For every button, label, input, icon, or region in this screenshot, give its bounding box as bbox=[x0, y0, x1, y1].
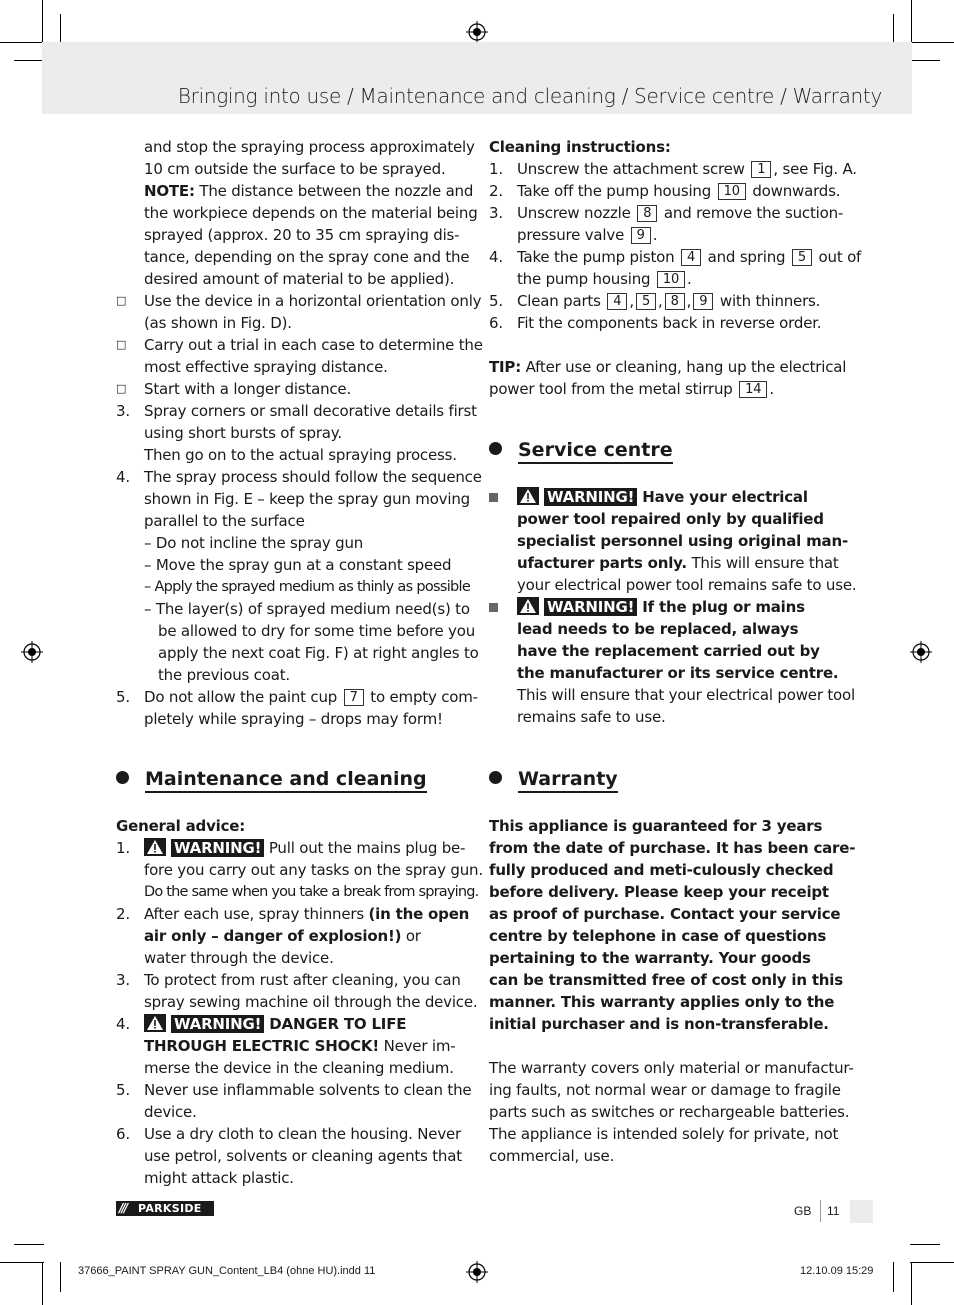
part-number-box: 4 bbox=[607, 293, 627, 310]
left-column bbox=[116, 136, 483, 730]
list-item: 6. Use a dry cloth to clean the housing. Never use petrol, solvents or cleaning agents that might attack plastic. bbox=[116, 1125, 462, 1187]
part-number-box: 10 bbox=[657, 271, 685, 288]
checkbox-item: □ Use the device in a horizontal orientation only (as shown in Fig. D). bbox=[116, 292, 482, 332]
checkbox-square-icon: □ bbox=[116, 294, 127, 307]
part-number-box: 10 bbox=[718, 183, 746, 200]
square-bullet-icon bbox=[489, 603, 498, 612]
list-item: 5. Clean parts 4 , 5 , 8 , 9 with thinners. bbox=[489, 292, 821, 310]
dash-item: – Apply the sprayed medium as thinly as possible bbox=[144, 579, 471, 595]
warning-triangle-icon bbox=[517, 597, 539, 615]
list-item: 5. Never use inflammable solvents to clean the device. bbox=[116, 1081, 472, 1121]
part-number-box: 14 bbox=[739, 381, 767, 398]
crop-mark bbox=[42, 0, 43, 44]
crop-mark bbox=[893, 1262, 894, 1292]
list-item: 2. Take off the pump housing 10 downwards. bbox=[489, 182, 841, 200]
part-number-box: 8 bbox=[637, 205, 657, 222]
warranty-block: This appliance is guaranteed for 3 years from the date of purchase. It has been care- fully produced and meti-culously checked before delivery. Please keep your receipt as proof of purchase. Contact your service centre by telephone in case of questions pertaining to the warranty. Your goods can be transmitted free of cost only in this manner. This warranty applies only to the initial purchaser and is non-transferable. The warranty covers only material or manufactur- ing faults, not normal wear or damage to fragile parts such as switches or rechargeable batteries. The appliance is intended solely for private, not commercial, use. bbox=[489, 817, 856, 1165]
crop-mark bbox=[0, 42, 44, 43]
square-bullet-icon bbox=[489, 493, 498, 502]
crop-mark bbox=[0, 1262, 44, 1263]
service-block bbox=[489, 486, 857, 728]
crop-mark bbox=[910, 60, 940, 61]
part-number-box: 5 bbox=[636, 293, 656, 310]
page-title: Bringing into use / Maintenance and cleaning / Service centre / Warranty bbox=[177, 84, 882, 108]
crop-mark bbox=[60, 14, 61, 44]
section-heading-maintenance: Maintenance and cleaning bbox=[116, 768, 427, 790]
list-item: WARNING! If the plug or mains lead needs to be replaced, always have the replacement carried out by the manufacturer or its service centre. This will ensure that your electrical power tool remains safe to use. bbox=[489, 596, 849, 728]
tip-label: TIP: bbox=[489, 358, 522, 376]
warning-label: WARNING! bbox=[544, 488, 637, 506]
crop-mark bbox=[911, 0, 912, 44]
crop-mark bbox=[911, 1262, 912, 1305]
note-line: NOTE: The distance between the nozzle and bbox=[144, 182, 474, 200]
logo-stripes-icon: /// bbox=[119, 1201, 127, 1215]
list-item: 1. Unscrew the attachment screw 1 , see Fig. A. bbox=[489, 160, 857, 178]
cleaning-instructions-label: Cleaning instructions: bbox=[489, 138, 671, 156]
page-number: 11 bbox=[827, 1204, 840, 1218]
section-heading-service: Service centre bbox=[489, 439, 673, 461]
crop-mark bbox=[60, 1262, 61, 1292]
registration-mark-icon bbox=[21, 641, 43, 663]
part-number-box: 1 bbox=[751, 161, 771, 178]
list-item: 4. Take the pump piston 4 and spring 5 out of the pump housing 10 . bbox=[489, 248, 862, 288]
checkbox-square-icon: □ bbox=[116, 338, 127, 351]
text-line: sprayed (approx. 20 to 35 cm spraying dis- bbox=[144, 226, 460, 244]
crop-mark bbox=[910, 1244, 940, 1245]
text-line: the workpiece depends on the material being bbox=[144, 204, 478, 222]
section-heading-warranty: Warranty bbox=[489, 768, 618, 790]
part-number-box: 4 bbox=[681, 249, 701, 266]
list-item: 5. Do not allow the paint cup 7 to empty com- pletely while spraying – drops may form! bbox=[116, 688, 478, 728]
list-item: 4. The spray process should follow the sequence shown in Fig. E – keep the spray gun moving parallel to the surface – Do not incline the spray gun – Move the spray gun at a constant speed – Apply the sprayed medium as thinly as possible – The layer(s) of sprayed medium need(s) to be allowed to dry for some time before you apply the next coat Fig. F) at right angles to the previous coat. bbox=[116, 468, 482, 684]
maintenance-block bbox=[116, 815, 483, 1189]
general-advice-label: General advice: bbox=[116, 817, 246, 835]
tip-line: TIP: After use or cleaning, hang up the electrical bbox=[489, 358, 847, 376]
crop-mark bbox=[910, 1262, 954, 1263]
bullet-dot-icon bbox=[489, 771, 502, 784]
warning-triangle-icon bbox=[144, 1014, 166, 1032]
list-item: 1. WARNING! Pull out the mains plug be- fore you carry out any tasks on the spray gun. Do the same when you take a break from spraying. bbox=[116, 839, 483, 900]
dash-item: – Move the spray gun at a constant speed bbox=[144, 556, 452, 574]
checkbox-square-icon: □ bbox=[116, 382, 127, 395]
text-line: tance, depending on the spray cone and the bbox=[144, 248, 470, 266]
bullet-dot-icon bbox=[489, 442, 502, 455]
text-line: 10 cm outside the surface to be sprayed. bbox=[144, 160, 446, 178]
registration-mark-icon bbox=[466, 1261, 488, 1283]
crop-mark bbox=[14, 1244, 44, 1245]
part-number-box: 8 bbox=[665, 293, 685, 310]
list-item: 6. Fit the components back in reverse order. bbox=[489, 314, 822, 332]
registration-mark-icon bbox=[910, 641, 932, 663]
registration-mark-icon bbox=[466, 21, 488, 43]
bullet-dot-icon bbox=[116, 771, 129, 784]
crop-mark bbox=[14, 60, 44, 61]
list-item: WARNING! Have your electrical power tool repaired only by qualified specialist personnel using original man- ufacturer parts only. This will ensure that your electrical power tool remains safe to use. bbox=[489, 486, 849, 596]
crop-mark bbox=[910, 42, 954, 43]
dash-item: – The layer(s) of sprayed medium need(s) to bbox=[144, 600, 470, 618]
checkbox-item: □ Start with a longer distance. bbox=[116, 380, 352, 398]
list-item: 3. Spray corners or small decorative details first using short bursts of spray. Then go on to the actual spraying process. bbox=[116, 402, 477, 464]
part-number-box: 9 bbox=[631, 227, 651, 244]
print-date: 12.10.09 15:29 bbox=[800, 1265, 874, 1277]
text-line: desired amount of material to be applied). bbox=[144, 270, 455, 288]
part-number-box: 9 bbox=[693, 293, 713, 310]
warning-triangle-icon bbox=[144, 838, 166, 856]
file-slug: 37666_PAINT SPRAY GUN_Content_LB4 (ohne HU).indd 11 bbox=[78, 1265, 376, 1277]
right-column: Cleaning instructions: 1. Unscrew the attachment screw 1 , see Fig. A. 2. Take off the pump housing 10 downwards. 3. Unscrew nozzle 8 and remove the suction- pressure valve 9 . 4. Take the pump piston 4 and spring 5 out of the pump housing 10 . 5. Clean parts 4 , 5 , 8 , 9 with thinners. 6. Fit the components back in reverse order. TIP: After use or cleaning, hang up the electrical power tool from the metal stirrup 14 . bbox=[489, 138, 862, 398]
dash-item: – Do not incline the spray gun bbox=[144, 534, 364, 552]
warning-triangle-icon bbox=[517, 487, 539, 505]
note-label: NOTE: bbox=[144, 182, 195, 200]
crop-mark bbox=[893, 14, 894, 44]
warning-label: WARNING! bbox=[171, 839, 264, 857]
checkbox-item: □ Carry out a trial in each case to determine the most effective spraying distance. bbox=[116, 336, 483, 376]
text-line: and stop the spraying process approximately bbox=[144, 138, 475, 156]
warning-label: WARNING! bbox=[171, 1015, 264, 1033]
parkside-logo bbox=[116, 1201, 214, 1216]
list-item: 3. Unscrew nozzle 8 and remove the suction- pressure valve 9 . bbox=[489, 204, 844, 244]
part-number-box: 7 bbox=[344, 689, 364, 706]
language-code: GB bbox=[794, 1204, 812, 1218]
brand-name: PARKSIDE bbox=[138, 1202, 202, 1215]
list-item: 4. WARNING! DANGER TO LIFE THROUGH ELECTRIC SHOCK! Never im- merse the device in the cleaning medium. bbox=[116, 1015, 456, 1077]
crop-mark bbox=[42, 1262, 43, 1305]
divider bbox=[820, 1200, 821, 1222]
part-number-box: 5 bbox=[792, 249, 812, 266]
warning-label: WARNING! bbox=[544, 598, 637, 616]
list-item: 2. After each use, spray thinners (in the open air only – danger of explosion!) or water through the device. bbox=[116, 905, 470, 967]
page-tab bbox=[850, 1200, 873, 1223]
list-item: 3. To protect from rust after cleaning, you can spray sewing machine oil through the device. bbox=[116, 971, 478, 1011]
